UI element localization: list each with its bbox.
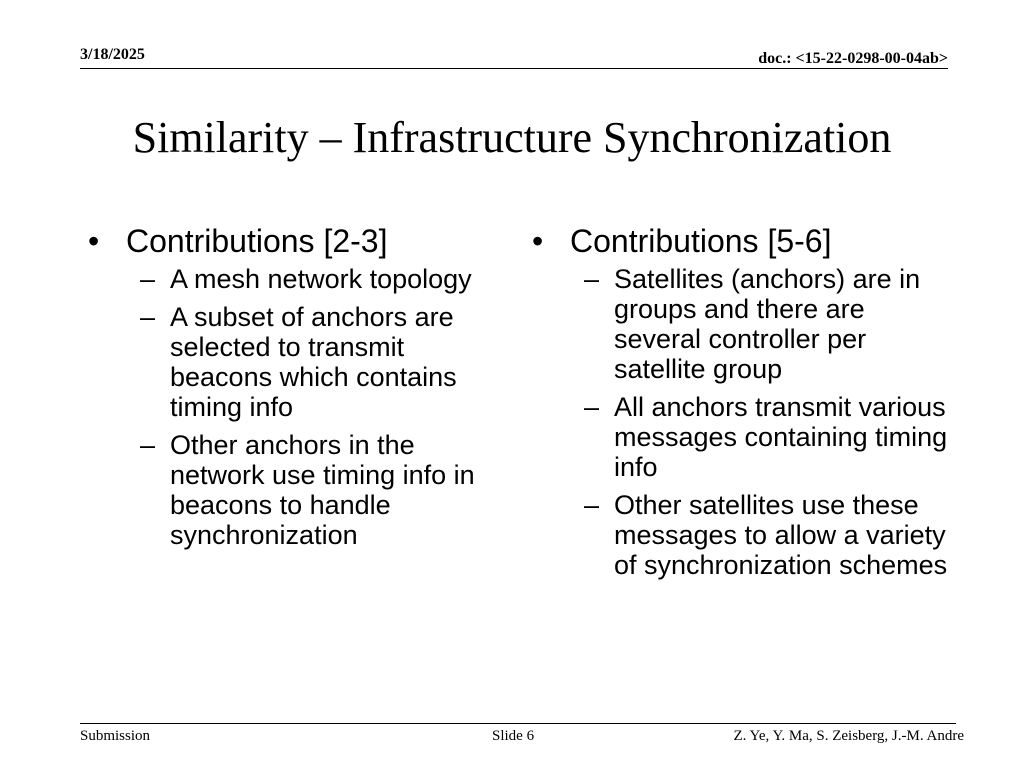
left-subitem-text: A mesh network topology	[170, 264, 472, 294]
header-date: 3/18/2025	[80, 46, 145, 63]
left-subitem-text: Other anchors in the network use timing info in beacons to handle synchronization	[170, 430, 475, 550]
right-subitem-text: Satellites (anchors) are in groups and there are several controller per satellite group	[614, 264, 921, 384]
left-heading: Contributions [2-3]	[126, 223, 388, 259]
footer-slide-number: Slide 6	[492, 728, 535, 744]
left-subitem	[84, 264, 504, 294]
right-subitem	[528, 392, 948, 482]
right-subitem-text: Other satellites use these messages to allow a variety of synchronization schemes	[614, 490, 948, 580]
header-doc-id: doc.: <15-22-0298-00-04ab>	[758, 50, 948, 67]
dash-marker: –	[584, 490, 600, 520]
left-subitem	[84, 430, 504, 550]
footer-divider	[80, 723, 956, 724]
header-divider	[80, 68, 948, 69]
left-subitem	[84, 302, 504, 422]
right-heading: Contributions [5-6]	[570, 223, 832, 259]
dash-marker: –	[140, 264, 156, 294]
left-column	[84, 222, 504, 558]
right-bullet	[528, 222, 948, 260]
bullet-marker: •	[88, 223, 100, 259]
dash-marker: –	[584, 264, 600, 294]
footer-submission: Submission	[80, 728, 151, 744]
left-bullet	[84, 222, 504, 260]
footer-authors: Z. Ye, Y. Ma, S. Zeisberg, J.-M. Andre	[733, 728, 964, 744]
right-column	[528, 222, 948, 588]
dash-marker: –	[140, 302, 156, 332]
dash-marker: –	[584, 392, 600, 422]
bullet-marker: •	[532, 223, 544, 259]
right-subitem	[528, 490, 948, 580]
left-subitem-text: A subset of anchors are selected to transmit beacons which contains timing info	[170, 302, 457, 422]
dash-marker: –	[140, 430, 156, 460]
right-subitem-text: All anchors transmit various messages containing timing info	[614, 392, 948, 482]
right-subitem	[528, 264, 948, 384]
slide-title: Similarity – Infrastructure Synchronization	[132, 113, 892, 162]
